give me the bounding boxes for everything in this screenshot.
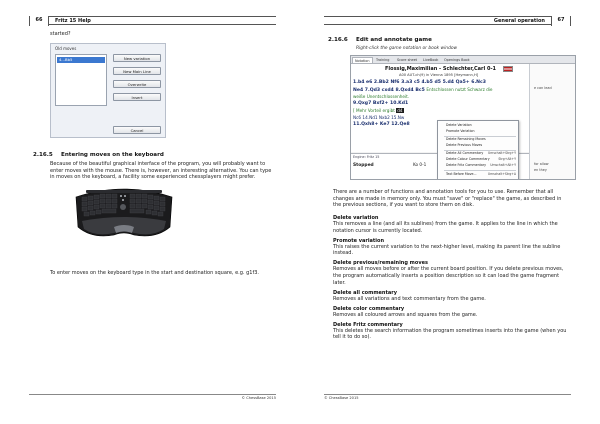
page-number: 66 — [29, 16, 49, 26]
tab-training[interactable]: Training — [376, 58, 390, 62]
page-number: 67 — [551, 16, 571, 26]
tab-openings-book[interactable]: Openings Book — [444, 58, 470, 62]
menu-item-delete-all-commentary[interactable] — [438, 151, 520, 157]
engine-title: Engine: Fritz 15 — [353, 155, 380, 159]
austria-flag-icon — [503, 66, 513, 72]
section-number: 2.16.6 — [328, 37, 348, 43]
side-text: for allow — [534, 162, 549, 166]
context-menu — [437, 120, 519, 180]
old-moves-dialog — [50, 43, 166, 138]
function-desc: This removes a line (and all its sublines) from the game. It applies to the line in which the notation cursor is currently located. — [333, 221, 558, 234]
new-main-line-button[interactable]: New Main Line — [113, 67, 161, 75]
menu-item-label: Delete Colour Commentary — [446, 157, 490, 161]
menu-item-delete-previous-moves[interactable] — [438, 143, 520, 149]
section-title: Entering moves on the keyboard — [61, 152, 164, 158]
menu-item-delete-variation[interactable] — [438, 123, 520, 129]
menu-item-label: Delete All Commentary — [446, 151, 484, 155]
game-event: A00 AUT-ch(9) in Vienna 1895 [Heymann,H] — [399, 73, 479, 77]
running-title: Fritz 15 Help — [55, 18, 91, 24]
move-line[interactable] — [353, 87, 493, 93]
left-page-header — [29, 16, 276, 25]
tab-livebook[interactable]: LiveBook — [423, 58, 439, 62]
right-page-header — [324, 16, 571, 25]
function-desc: Removes all variations and text commentary from the game. — [333, 295, 486, 302]
section-title: Edit and annotate game — [356, 37, 432, 43]
left-page-footer: © ChessBase 2015 — [29, 394, 276, 402]
move-line[interactable]: 9.Qxg7 Bxf2+ 10.Kd1 — [353, 101, 409, 106]
old-moves-list[interactable] — [55, 54, 107, 106]
function-desc: This raises the current variation to the next-higher level, making its parent line the subline instead. — [333, 243, 561, 257]
menu-item-label: Delete Variation — [446, 123, 472, 127]
section-heading — [33, 152, 164, 158]
highlighted-move[interactable]: d4 — [397, 108, 403, 113]
menu-item-label: Promote Variation — [446, 129, 475, 133]
move-line[interactable]: 11.Qxh8+ Ke7 12.Qe8 — [353, 122, 410, 127]
notation-tabs — [351, 56, 576, 64]
menu-item-label: Text Before Move... — [446, 172, 477, 176]
intro-text: started? — [50, 31, 71, 37]
side-text: en they — [534, 168, 547, 172]
move-comment: weiße Unentschlossenheit. — [353, 94, 410, 99]
running-title: General operation — [493, 18, 545, 24]
function-desc: Removes all coloured arrows and squares from the game. — [333, 311, 478, 318]
keyboard-icon — [72, 183, 176, 241]
function-item — [333, 290, 568, 303]
side-text: e can lead — [534, 86, 552, 90]
menu-item-shortcut: Umschalt+Alt+Y — [490, 163, 516, 167]
menu-item-delete-fritz-commentary[interactable] — [438, 163, 520, 169]
section-paragraph: Because of the beautiful graphical interface of the program, you will probably want to enter moves with the mouse. There is, however, an interesting alternative. You can type in moves on the keyboard, a facility some experienced chessplayers might prefer. — [50, 161, 272, 181]
move-text[interactable]: Ne4 7.Qd3 cxd4 8.Qxd4 Bc5 — [353, 88, 425, 93]
function-term: Delete all commentary — [333, 289, 397, 296]
function-item — [333, 238, 568, 257]
chess-notation-window — [350, 55, 576, 180]
function-term: Delete previous/remaining moves — [333, 260, 428, 267]
cancel-button[interactable]: Cancel — [113, 126, 161, 134]
menu-item-promote-variation[interactable] — [438, 129, 520, 135]
function-desc: Removes all moves before or after the current board position. If you delete previous moves, the program automatically inserts a position description so it can load the game fragment later. — [333, 266, 564, 286]
tab-notation[interactable]: Notation — [352, 57, 373, 63]
function-item — [333, 306, 568, 319]
function-item — [333, 260, 568, 286]
keyboard-instruction: To enter moves on the keyboard type in the start and destination square, e.g. g1f3. — [50, 270, 259, 276]
move-line[interactable]: Nc6 14.Nd1 Nxb2 15.Nw — [353, 115, 405, 120]
section-heading — [328, 37, 432, 43]
menu-item-shortcut: Strg+Alt+Y — [498, 157, 516, 161]
menu-item-delete-remaining-moves[interactable] — [438, 137, 520, 143]
figure-caption: Right-click the game notation or book window — [356, 46, 458, 51]
move-comment: Entschlossen nutzt Schwarz die — [426, 87, 493, 92]
new-variation-button[interactable]: New variation — [113, 54, 161, 62]
menu-item-text-before-move[interactable] — [438, 172, 520, 178]
menu-item-label: Delete Remaining Moves — [446, 137, 486, 141]
function-term: Delete color commentary — [333, 305, 405, 312]
game-players: Flossig,Maximilian - Schlechter,Carl 0-1 — [385, 66, 497, 72]
move-comment — [353, 108, 404, 113]
right-page — [300, 0, 600, 424]
function-item — [333, 215, 568, 234]
engine-eval: Ko 0-1 — [413, 162, 427, 167]
insert-button[interactable]: Insert — [113, 93, 161, 101]
right-page-footer: © ChessBase 2015 — [324, 394, 571, 402]
function-term: Delete Fritz commentary — [333, 321, 403, 328]
menu-item-delete-colour-commentary[interactable] — [438, 157, 520, 163]
book-side-pane — [529, 64, 576, 180]
menu-divider — [444, 170, 516, 171]
function-term: Promote variation — [333, 237, 385, 244]
menu-item-label: Delete Previous Moves — [446, 143, 483, 147]
function-desc: This deletes the search information the program sometimes inserts into the game (when you tell it to do so). — [333, 327, 567, 341]
move-line[interactable]: 1.b4 e6 2.Bb2 Nf6 3.a3 c5 4.b5 d5 5.d4 Qa5+ 6.Nc3 — [353, 80, 486, 85]
keyboard-image — [72, 183, 176, 241]
engine-status[interactable]: Stopped — [353, 163, 374, 168]
overwrite-button[interactable]: Overwrite — [113, 80, 161, 88]
menu-item-shortcut: Umschalt+Strg+A — [487, 172, 516, 176]
function-list — [333, 215, 568, 345]
intro-paragraph: There are a number of functions and annotation tools for you to use. Remember that all changes are made in memory only. You must "save" or "replace" the game, as described in the previous sections, if you want to store them on disk. — [333, 189, 562, 209]
selected-move-item[interactable]: 4...Bb5 — [57, 57, 105, 63]
tab-score-sheet[interactable]: Score sheet — [397, 58, 417, 62]
section-number: 2.16.5 — [33, 152, 53, 158]
function-item — [333, 322, 568, 341]
variation-text: [ Mehr Vorteil ergibt — [353, 108, 395, 113]
function-term: Delete variation — [333, 215, 379, 221]
old-moves-label: Old moves — [55, 46, 77, 51]
menu-item-shortcut: Umschalt+Strg+Y — [488, 151, 516, 155]
menu-item-label: Delete Fritz Commentary — [446, 163, 486, 167]
